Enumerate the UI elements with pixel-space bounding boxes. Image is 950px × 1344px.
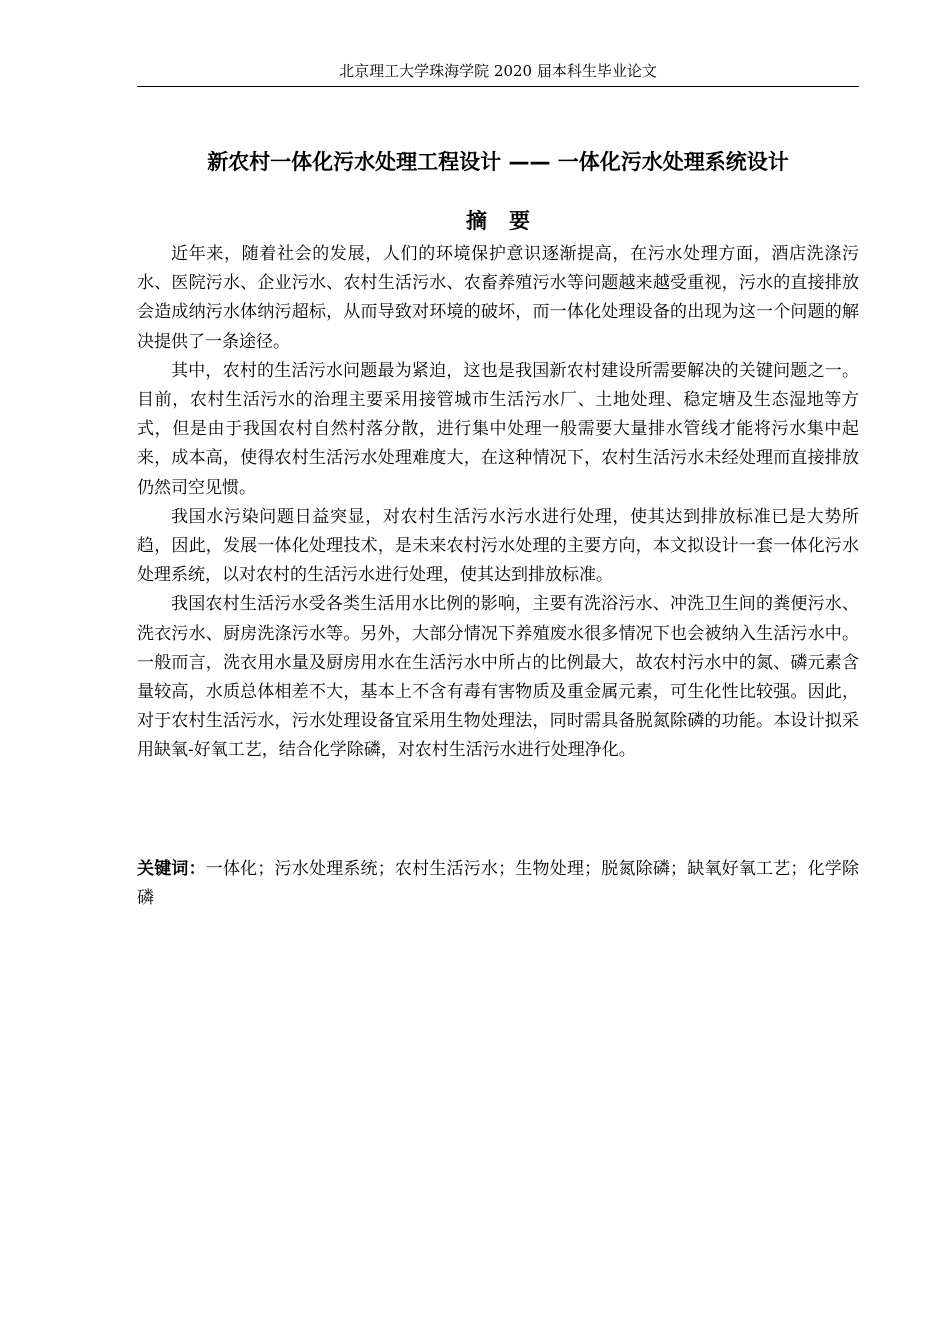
abstract-heading: 摘要 — [466, 209, 552, 233]
header-rule — [137, 86, 859, 87]
abstract-paragraph: 我国水污染问题日益突显，对农村生活污水污水进行处理，使其达到排放标准已是大势所趋，因此，发展一体化处理技术，是未来农村污水处理的主要方向，本文拟设计一套一体化污水处理系统，以对农村的生活污水进行处理，使其达到排放标准。 — [137, 506, 859, 586]
document-title: 新农村一体化污水处理工程设计 —— 一体化污水处理系统设计 — [207, 150, 789, 174]
abstract-paragraph: 近年来，随着社会的发展，人们的环境保护意识逐渐提高，在污水处理方面，酒店洗涤污水、医院污水、企业污水、农村生活污水、农畜养殖污水等问题越来越受重视，污水的直接排放会造成纳污水体纳污超标，从而导致对环境的破坏，而一体化处理设备的出现为这一个问题的解决提供了一条途径。 — [137, 244, 859, 352]
keywords-label: 关键词： — [137, 859, 206, 879]
abstract-paragraph: 我国农村生活污水受各类生活用水比例的影响，主要有洗浴污水、冲洗卫生间的粪便污水、洗衣污水、厨房洗涤污水等。另外，大部分情况下养殖废水很多情况下也会被纳入生活污水中。一般而言，洗衣用水量及厨房用水在生活污水中所占的比例最大，故农村污水中的氮、磷元素含量较高，水质总体相差不大，基本上不含有毒有害物质及重金属元素，可生化性比较强。因此，对于农村生活污水，污水处理设备宜采用生物处理法，同时需具备脱氮除磷的功能。本设计拟采用缺氧-好氧工艺，结合化学除磷，对农村生活污水进行处理净化。 — [137, 594, 859, 761]
keywords-text: 一体化；污水处理系统；农村生活污水；生物处理；脱氮除磷；缺氧好氧工艺；化学除磷 — [137, 859, 859, 909]
abstract-body — [137, 240, 859, 766]
abstract-paragraph: 其中，农村的生活污水问题最为紧迫，这也是我国新农村建设所需要解决的关键问题之一。目前，农村生活污水的治理主要采用接管城市生活污水厂、土地处理、稳定塘及生态湿地等方式，但是由于我国农村自然村落分散，进行集中处理一般需要大量排水管线才能将污水集中起来，成本高，使得农村生活污水处理难度大，在这种情况下，农村生活污水未经处理而直接排放仍然司空见惯。 — [137, 360, 859, 498]
running-header: 北京理工大学珠海学院 2020 届本科生毕业论文 — [339, 62, 657, 80]
keywords — [137, 855, 859, 913]
